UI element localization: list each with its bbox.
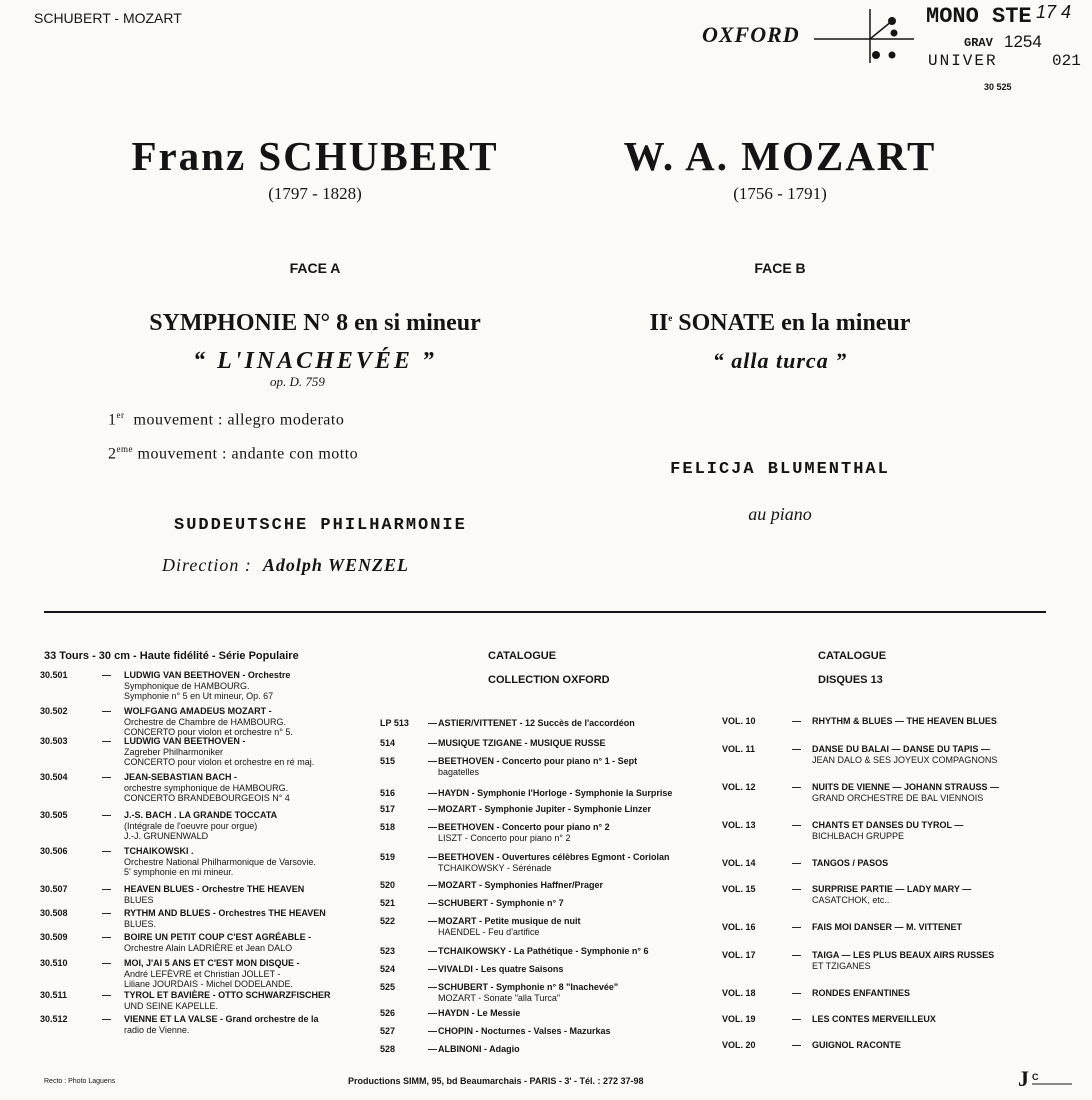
catalog-dash: — bbox=[102, 958, 111, 968]
catalog-description bbox=[438, 788, 716, 799]
catalog-line: TCHAIKOWSKY - La Pathétique - Symphonie n° 6 bbox=[438, 946, 649, 956]
catalog-line: TCHAIKOWSKI . bbox=[124, 846, 194, 856]
work-title-left: SYMPHONIE N° 8 en si mineur bbox=[149, 310, 481, 336]
catalog-number: 30.509 bbox=[40, 932, 68, 942]
catalog-description bbox=[812, 858, 1050, 869]
catalog-line: SCHUBERT - Symphonie n° 7 bbox=[438, 898, 564, 908]
conductor-name: Adolph WENZEL bbox=[262, 555, 410, 575]
catalog-line: CHANTS ET DANSES DU TYROL — bbox=[812, 820, 964, 830]
catalog-description bbox=[438, 1008, 716, 1019]
catalog-number: VOL. 18 bbox=[722, 988, 756, 998]
catalog-dash: — bbox=[792, 782, 801, 792]
catalog-number: 527 bbox=[380, 1026, 396, 1036]
catalog-description bbox=[812, 1040, 1050, 1051]
catalog-line: CASATCHOK, etc.. bbox=[812, 894, 890, 905]
catalog-line: BEETHOVEN - Concerto pour piano n° 2 bbox=[438, 822, 610, 832]
opus-number: op. D. 759 bbox=[270, 374, 325, 389]
catalog-line: JEAN DALO & SES JOYEUX COMPAGNONS bbox=[812, 754, 998, 765]
catalog-dash: — bbox=[102, 706, 111, 716]
catalog-line: ALBINONI - Adagio bbox=[438, 1044, 520, 1054]
label-name: OXFORD bbox=[702, 22, 800, 47]
catalog-dash: — bbox=[792, 744, 801, 754]
catalog-line: MUSIQUE TZIGANE - MUSIQUE RUSSE bbox=[438, 738, 606, 748]
catalog-line: orchestre symphonique de HAMBOURG. bbox=[124, 782, 289, 793]
catalog-description bbox=[124, 670, 380, 702]
footer-address: Productions SIMM, 95, bd Beaumarchais - PARIS - 3' - Tél. : 272 37-98 bbox=[348, 1076, 644, 1086]
catalog-line: J.-J. GRUNENWALD bbox=[124, 831, 209, 841]
composer-right: W. A. MOZART bbox=[623, 133, 937, 179]
catalog-line: CONCERTO pour violon et orchestre en ré maj. bbox=[124, 757, 315, 767]
catalog-dash: — bbox=[792, 820, 801, 830]
catalog-description bbox=[438, 946, 716, 957]
catalog-number: LP 513 bbox=[380, 718, 409, 728]
catalog-number: VOL. 20 bbox=[722, 1040, 756, 1050]
catalog-dash: — bbox=[102, 1014, 111, 1024]
catalog-description bbox=[438, 982, 716, 1003]
catalog-line: bagatelles bbox=[438, 766, 480, 777]
catalog-line: WOLFGANG AMADEUS MOZART - bbox=[124, 706, 272, 716]
catalog-dash: — bbox=[102, 670, 111, 680]
catalog-number: 525 bbox=[380, 982, 396, 992]
catalog-number: 515 bbox=[380, 756, 396, 766]
catalog-line: Liliane JOURDAIS - Michel DODELANDE. bbox=[124, 979, 294, 989]
catalog-description bbox=[124, 736, 380, 768]
catalog-description bbox=[124, 810, 380, 842]
catalog-line: Zagreber Philharmoniker bbox=[124, 746, 224, 757]
catalog-description bbox=[812, 950, 1050, 971]
catalog-number: 30.505 bbox=[40, 810, 68, 820]
catalog-line: MOI, J'AI 5 ANS ET C'EST MON DISQUE - bbox=[124, 958, 300, 968]
catalog-line: RHYTHM & BLUES — THE HEAVEN BLUES bbox=[812, 716, 997, 726]
stamp-line1: MONO STE bbox=[926, 4, 1032, 29]
catalog-line: J.-S. BACH . LA GRANDE TOCCATA bbox=[124, 810, 278, 820]
catalog-number: VOL. 15 bbox=[722, 884, 756, 894]
catalog-description bbox=[812, 820, 1050, 841]
catalog-number: 520 bbox=[380, 880, 396, 890]
catalog-dash: — bbox=[428, 946, 437, 956]
catalog-line: SCHUBERT - Symphonie n° 8 "Inachevée" bbox=[438, 982, 619, 992]
catalog-line: SURPRISE PARTIE — LADY MARY — bbox=[812, 884, 972, 894]
section-divider bbox=[44, 611, 1046, 613]
catalog-description bbox=[812, 988, 1050, 999]
catalog-description bbox=[124, 772, 380, 804]
composer-left: Franz SCHUBERT bbox=[131, 133, 499, 179]
catalog-description bbox=[124, 706, 380, 738]
stamp-number2: 021 bbox=[1052, 52, 1081, 70]
face-a-label: FACE A bbox=[289, 260, 341, 276]
catalog-line: Orchestre de Chambre de HAMBOURG. bbox=[124, 716, 287, 727]
catalog-line: Symphonique de HAMBOURG. bbox=[124, 680, 250, 691]
catalog-line: BEETHOVEN - Ouvertures célèbres Egmont - Coriolan bbox=[438, 852, 670, 862]
catalog-dash: — bbox=[428, 982, 437, 992]
catalog-description bbox=[124, 932, 380, 953]
catalog-dash: — bbox=[428, 756, 437, 766]
publisher-logo-icon bbox=[1016, 1062, 1076, 1096]
catalog-line: JEAN-SEBASTIAN BACH - bbox=[124, 772, 238, 782]
catalog-dash: — bbox=[792, 988, 801, 998]
catalog-dash: — bbox=[428, 852, 437, 862]
catalog-description bbox=[438, 756, 716, 777]
catalog-line: CONCERTO pour violon et orchestre n° 5. bbox=[124, 727, 293, 737]
catalog-description bbox=[438, 852, 716, 873]
stamp-number: 1254 bbox=[1004, 32, 1042, 51]
dates-left: (1797 - 1828) bbox=[268, 184, 362, 203]
catalog-description bbox=[438, 804, 716, 815]
catalog-dash: — bbox=[428, 804, 437, 814]
catalog-dash: — bbox=[792, 1014, 801, 1024]
catalog-number: VOL. 13 bbox=[722, 820, 756, 830]
catalog-number: VOL. 14 bbox=[722, 858, 756, 868]
catalog-number: 30.501 bbox=[40, 670, 68, 680]
catalog-line: HEAVEN BLUES - Orchestre THE HEAVEN bbox=[124, 884, 305, 894]
orchestra-name: SUDDEUTSCHE PHILHARMONIE bbox=[174, 516, 467, 535]
catalog-line: VIVALDI - Les quatre Saisons bbox=[438, 964, 564, 974]
catalog-line: LUDWIG VAN BEETHOVEN - Orchestre bbox=[124, 670, 291, 680]
catalog-line: MOZART - Sonate "alla Turca" bbox=[438, 992, 561, 1003]
catalog-right-subheading: DISQUES 13 bbox=[818, 674, 883, 686]
catalog-number: 30.502 bbox=[40, 706, 68, 716]
catalog-dash: — bbox=[102, 932, 111, 942]
catalog-dash: — bbox=[428, 880, 437, 890]
catalog-line: BLUES bbox=[124, 894, 154, 905]
catalog-line: (Intégrale de l'oeuvre pour orgue) bbox=[124, 820, 258, 831]
catalog-number: VOL. 10 bbox=[722, 716, 756, 726]
catalog-dash: — bbox=[428, 1044, 437, 1054]
catalog-line: André LEFÈVRE et Christian JOLLET - bbox=[124, 968, 281, 979]
catalog-line: MOZART - Symphonie Jupiter - Symphonie Linzer bbox=[438, 804, 652, 814]
catalog-dash: — bbox=[102, 736, 111, 746]
catalog-dash: — bbox=[102, 810, 111, 820]
catalog-line: BLUES. bbox=[124, 918, 157, 929]
catalog-dash: — bbox=[792, 950, 801, 960]
footer-photo-credit: Recto : Photo Laguens bbox=[44, 1078, 116, 1085]
direction-line: Direction : Adolph WENZEL bbox=[162, 555, 410, 575]
performer-name: FELICJA BLUMENTHAL bbox=[670, 460, 890, 479]
catalog-dash: — bbox=[428, 916, 437, 926]
catalog-dash: — bbox=[428, 1026, 437, 1036]
catalog-line: FAIS MOI DANSER — M. VITTENET bbox=[812, 922, 963, 932]
catalog-right-heading: CATALOGUE bbox=[818, 650, 887, 662]
catalog-mid-subheading: COLLECTION OXFORD bbox=[488, 674, 610, 686]
catalog-description bbox=[812, 922, 1050, 933]
catalog-description bbox=[812, 782, 1050, 803]
catalog-number: 524 bbox=[380, 964, 396, 974]
catalog-line: TYROL ET BAVIÈRE - OTTO SCHWARZFISCHER bbox=[124, 990, 331, 1000]
catalog-number: 516 bbox=[380, 788, 396, 798]
catalog-number: 519 bbox=[380, 852, 396, 862]
catalog-number: VOL. 12 bbox=[722, 782, 756, 792]
catalog-left-heading: 33 Tours - 30 cm - Haute fidélité - Série Populaire bbox=[44, 650, 299, 662]
dates-right: (1756 - 1791) bbox=[733, 184, 827, 203]
catalog-number: VOL. 16 bbox=[722, 922, 756, 932]
catalog-number: 30.504 bbox=[40, 772, 68, 782]
catalog-line: BICHLBACH GRUPPE bbox=[812, 830, 905, 841]
catalog-description bbox=[124, 958, 380, 990]
catalog-description bbox=[438, 822, 716, 843]
catalog-line: MOZART - Symphonies Haffner/Prager bbox=[438, 880, 604, 890]
catalog-line: HAENDEL - Feu d'artifice bbox=[438, 926, 540, 937]
catalog-description bbox=[438, 1026, 716, 1037]
catalog-number: 522 bbox=[380, 916, 396, 926]
movement-1: 1er mouvement : allegro moderato bbox=[108, 410, 345, 429]
catalog-line: CONCERTO BRANDEBOURGEOIS N° 4 bbox=[124, 793, 290, 803]
catalog-dash: — bbox=[102, 772, 111, 782]
catalog-line: CHOPIN - Nocturnes - Valses - Mazurkas bbox=[438, 1026, 611, 1036]
catalog-line: LISZT - Concerto pour piano n° 2 bbox=[438, 832, 571, 843]
catalog-line: TCHAIKOWSKY - Sérénade bbox=[438, 862, 552, 873]
catalog-line: RYTHM AND BLUES - Orchestres THE HEAVEN bbox=[124, 908, 326, 918]
catalog-description bbox=[438, 898, 716, 909]
catalog-dash: — bbox=[428, 822, 437, 832]
catalog-description bbox=[438, 916, 716, 937]
catalog-line: DANSE DU BALAI — DANSE DU TAPIS — bbox=[812, 744, 990, 754]
catalog-dash: — bbox=[428, 964, 437, 974]
catalog-number: 528 bbox=[380, 1044, 396, 1054]
catalog-dash: — bbox=[792, 716, 801, 726]
catalog-line: RONDES ENFANTINES bbox=[812, 988, 911, 998]
catalog-number: VOL. 17 bbox=[722, 950, 756, 960]
movement-2: 2eme mouvement : andante con motto bbox=[108, 444, 359, 463]
work-subtitle-left: “ L'INACHEVÉE ” bbox=[193, 348, 437, 374]
catalog-dash: — bbox=[428, 898, 437, 908]
catalog-line: HAYDN - Symphonie l'Horloge - Symphonie la Surprise bbox=[438, 788, 673, 798]
catalog-description bbox=[124, 846, 380, 878]
catalog-line: BEETHOVEN - Concerto pour piano n° 1 - Sept bbox=[438, 756, 638, 766]
catalog-line: VIENNE ET LA VALSE - Grand orchestre de la bbox=[124, 1014, 319, 1024]
catalog-description bbox=[438, 718, 716, 729]
catalog-line: LUDWIG VAN BEETHOVEN - bbox=[124, 736, 246, 746]
catalog-line: TANGOS / PASOS bbox=[812, 858, 889, 868]
catalog-description bbox=[812, 716, 1050, 727]
catalog-dash: — bbox=[428, 718, 437, 728]
catalog-line: UND SEINE KAPELLE. bbox=[124, 1000, 219, 1011]
catalog-description bbox=[812, 884, 1050, 905]
svg-text:J: J bbox=[1018, 1066, 1029, 1091]
catalog-number: 518 bbox=[380, 822, 396, 832]
catalog-number: 30.510 bbox=[40, 958, 68, 968]
catalog-dash: — bbox=[792, 922, 801, 932]
stamp-line2: UNIVER bbox=[928, 52, 998, 70]
catalog-number: 30.503 bbox=[40, 736, 68, 746]
catalog-line: TAIGA — LES PLUS BEAUX AIRS RUSSES bbox=[812, 950, 995, 960]
catalog-ref: 30 525 bbox=[984, 82, 1012, 92]
catalog-dash: — bbox=[102, 908, 111, 918]
face-b-label: FACE B bbox=[754, 260, 806, 276]
oxford-logo-icon bbox=[810, 5, 920, 65]
stamp-handwriting: 17 4 bbox=[1036, 2, 1072, 22]
catalog-number: 30.508 bbox=[40, 908, 68, 918]
catalog-number: 30.507 bbox=[40, 884, 68, 894]
catalog-description bbox=[812, 1014, 1050, 1025]
catalog-dash: — bbox=[792, 884, 801, 894]
catalog-line: Orchestre Alain LADRIÈRE et Jean DALO bbox=[124, 942, 293, 953]
catalog-number: 30.506 bbox=[40, 846, 68, 856]
catalog-dash: — bbox=[102, 990, 111, 1000]
catalog-description bbox=[124, 908, 380, 929]
catalog-number: 523 bbox=[380, 946, 396, 956]
instrument-label: au piano bbox=[748, 504, 812, 524]
catalog-dash: — bbox=[428, 1008, 437, 1018]
catalog-dash: — bbox=[428, 738, 437, 748]
catalog-line: NUITS DE VIENNE — JOHANN STRAUSS — bbox=[812, 782, 1000, 792]
catalog-line: 5' symphonie en mi mineur. bbox=[124, 867, 234, 877]
catalog-description bbox=[438, 738, 716, 749]
work-title-right: IIe SONATE en la mineur bbox=[649, 310, 911, 336]
catalog-line: ET TZIGANES bbox=[812, 960, 871, 971]
catalog-number: VOL. 11 bbox=[722, 744, 756, 754]
svg-text:C: C bbox=[1032, 1072, 1039, 1082]
header-title: SCHUBERT - MOZART bbox=[34, 10, 182, 26]
catalog-description bbox=[438, 964, 716, 975]
catalog-line: GUIGNOL RACONTE bbox=[812, 1040, 901, 1050]
catalog-mid-heading: CATALOGUE bbox=[488, 650, 557, 662]
catalog-line: Orchestre National Philharmonique de Varsovie. bbox=[124, 856, 316, 867]
catalog-line: LES CONTES MERVEILLEUX bbox=[812, 1014, 936, 1024]
catalog-line: radio de Vienne. bbox=[124, 1024, 190, 1035]
catalog-line: GRAND ORCHESTRE DE BAL VIENNOIS bbox=[812, 792, 984, 803]
catalog-line: BOIRE UN PETIT COUP C'EST AGRÉABLE - bbox=[124, 932, 312, 942]
catalog-description bbox=[124, 884, 380, 905]
catalog-number: 517 bbox=[380, 804, 396, 814]
catalog-description bbox=[438, 1044, 716, 1055]
catalog-description bbox=[438, 880, 716, 891]
catalog-line: MOZART - Petite musique de nuit bbox=[438, 916, 581, 926]
catalog-line: ASTIER/VITTENET - 12 Succès de l'accordéon bbox=[438, 718, 635, 728]
catalog-line: HAYDN - Le Messie bbox=[438, 1008, 521, 1018]
catalog-number: 521 bbox=[380, 898, 396, 908]
catalog-dash: — bbox=[428, 788, 437, 798]
catalog-dash: — bbox=[792, 858, 801, 868]
catalog-description bbox=[812, 744, 1050, 765]
catalog-number: 526 bbox=[380, 1008, 396, 1018]
catalog-number: 30.511 bbox=[40, 990, 68, 1000]
catalog-number: 30.512 bbox=[40, 1014, 68, 1024]
catalog-dash: — bbox=[102, 846, 111, 856]
catalog-number: VOL. 19 bbox=[722, 1014, 756, 1024]
catalog-number: 514 bbox=[380, 738, 396, 748]
catalog-dash: — bbox=[102, 884, 111, 894]
catalog-description bbox=[124, 1014, 380, 1035]
catalog-description bbox=[124, 990, 380, 1011]
work-subtitle-right: “ alla turca ” bbox=[712, 348, 848, 373]
catalog-line: Symphonie n° 5 en Ut mineur, Op. 67 bbox=[124, 691, 274, 701]
stamp-grav: GRAV bbox=[964, 36, 993, 50]
catalog-dash: — bbox=[792, 1040, 801, 1050]
